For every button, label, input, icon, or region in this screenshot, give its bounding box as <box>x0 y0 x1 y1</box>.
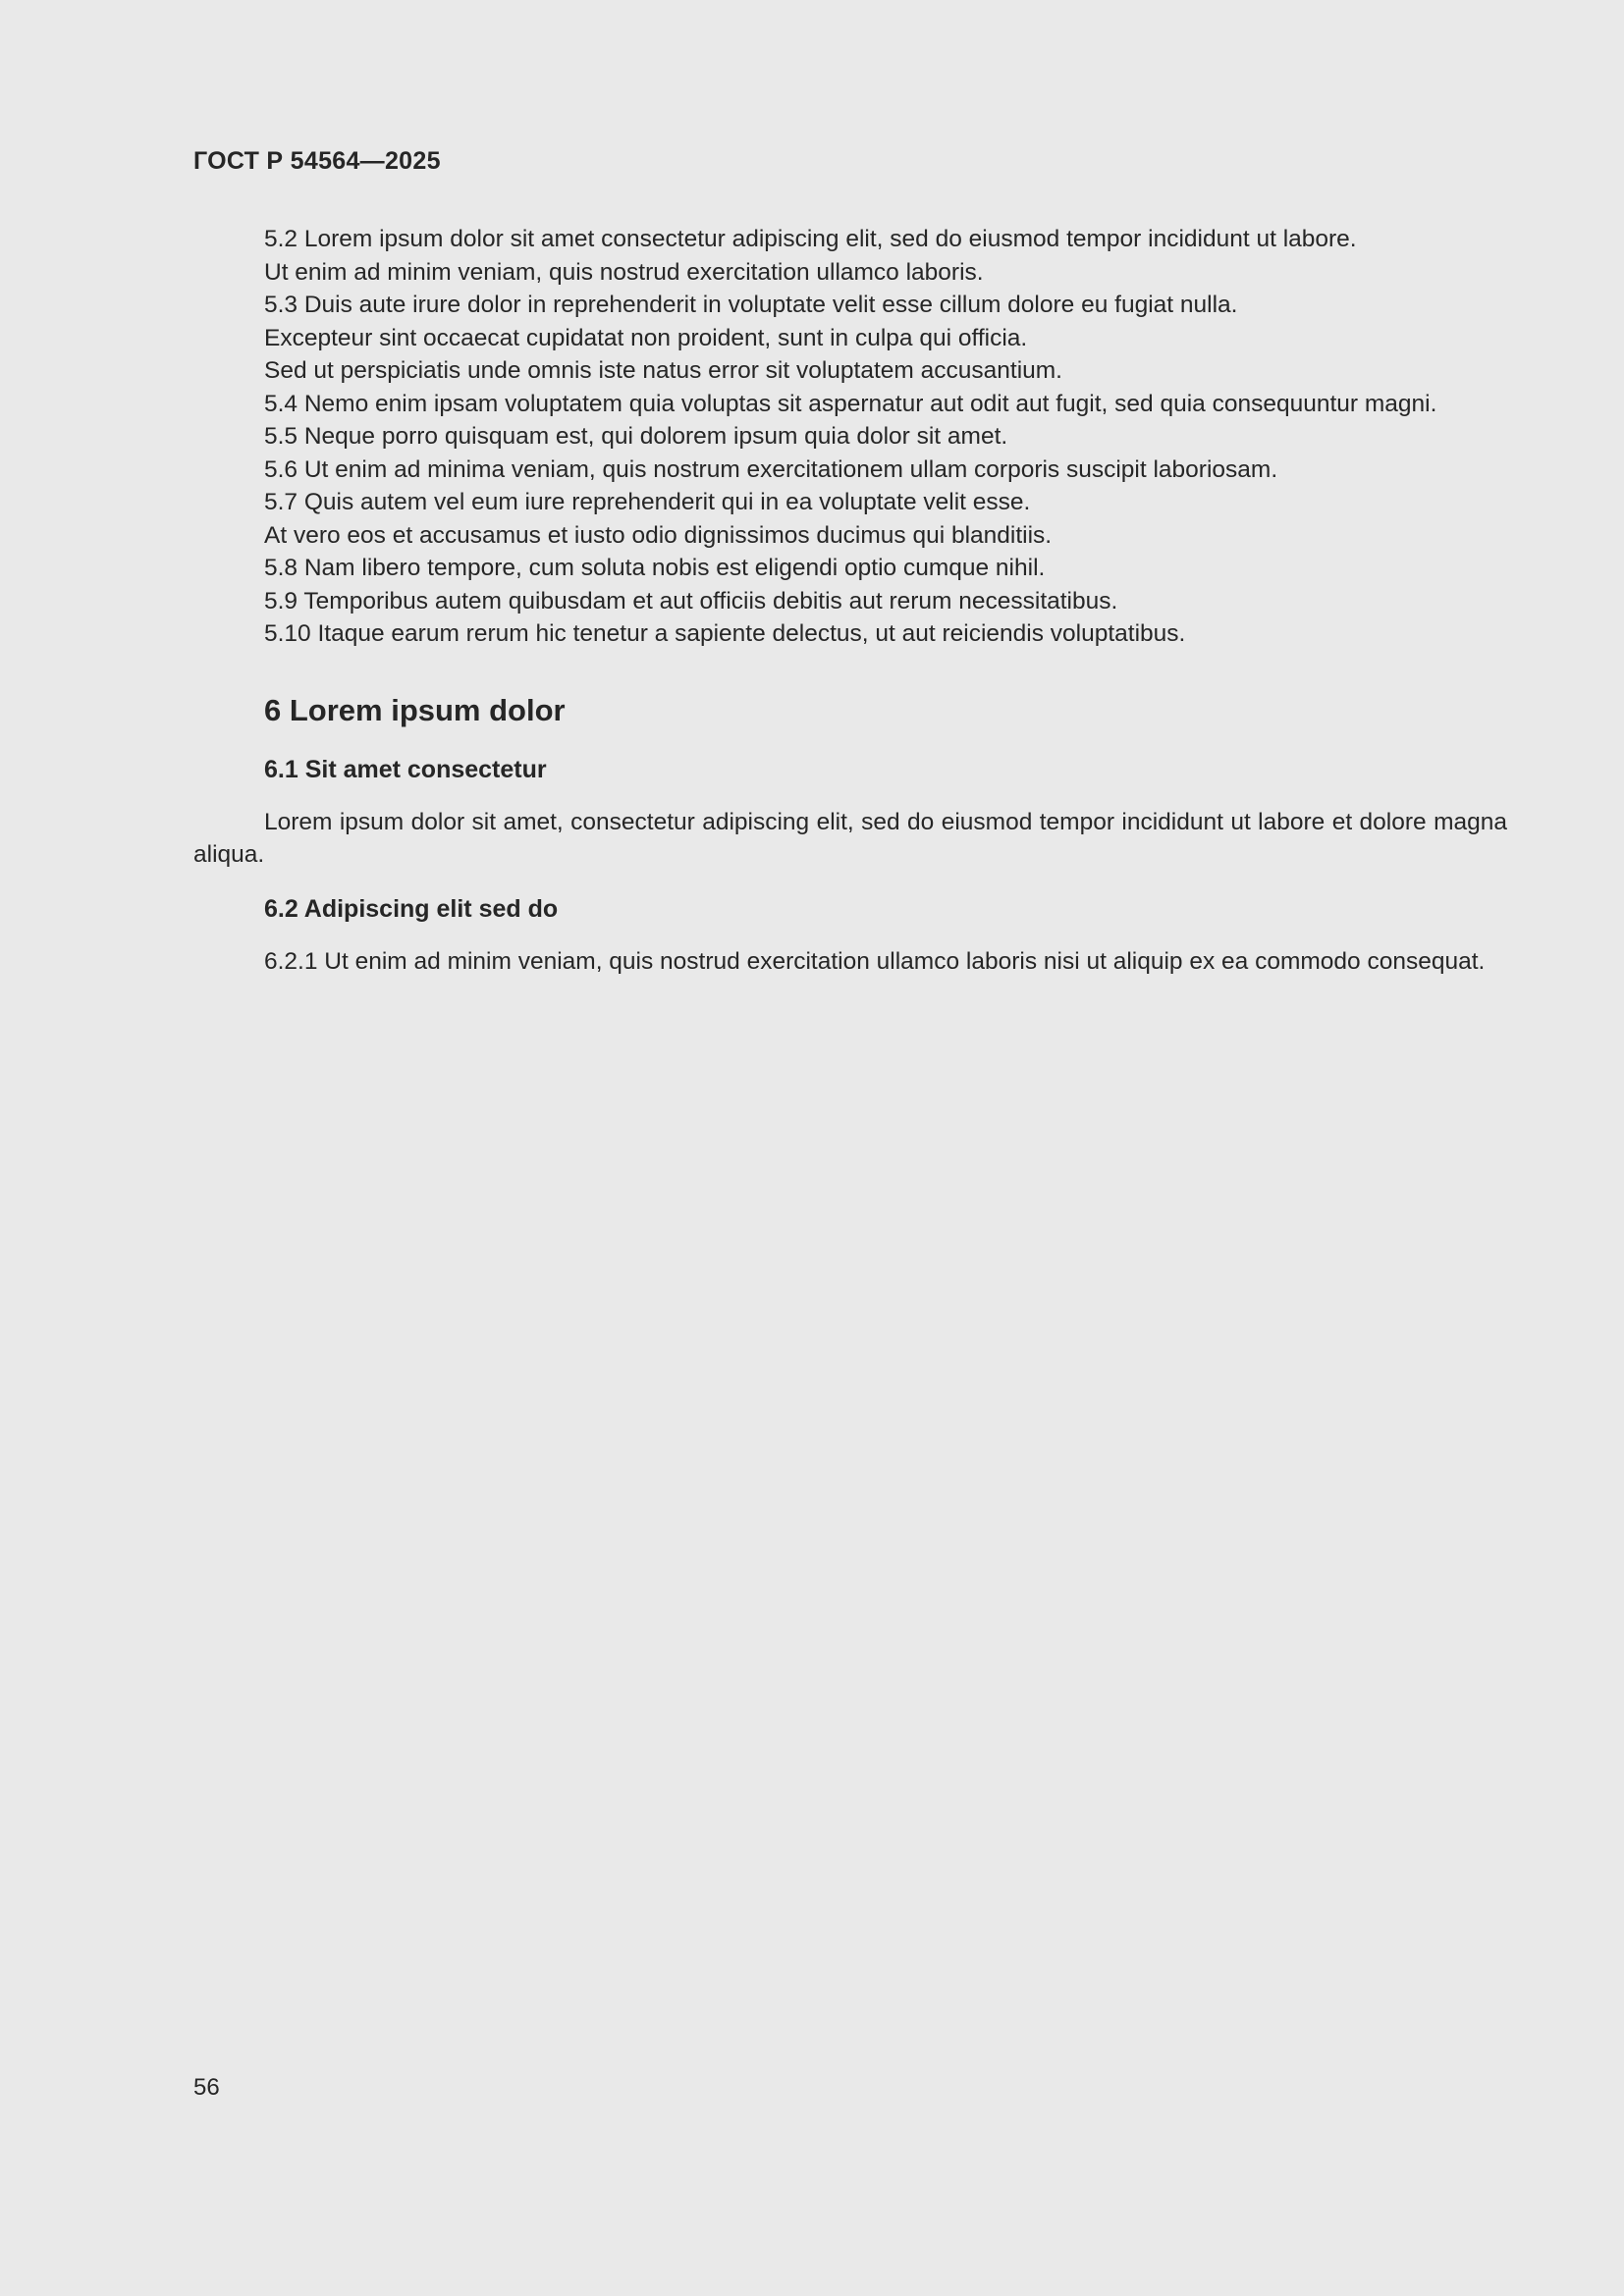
paragraph-5-7-mixed: At vero eos et accusamus et iusto odio dignissimos ducimus qui blanditiis. <box>264 521 1053 549</box>
paragraph-5-8: 5.8 Nam libero tempore, cum soluta nobis est eligendi optio cumque nihil. <box>264 555 1046 581</box>
paragraph-5-10: 5.10 Itaque earum rerum hic tenetur a sapiente delectus, ut aut reiciendis voluptatibus. <box>264 620 1186 647</box>
paragraph-5-6: 5.6 Ut enim ad minima veniam, quis nostrum exercitationem ullam corporis suscipit laboriosam. <box>264 455 1278 483</box>
paragraph-5-3-agreement: Sed ut perspiciatis unde omnis iste natus error sit voluptatem accusantium. <box>264 357 1062 384</box>
subsection-6-2-heading: 6.2 Adipiscing elit sed do <box>264 894 559 923</box>
paragraph-5-7: 5.7 Quis autem vel eum iure reprehenderit qui in ea voluptate velit esse. <box>264 489 1031 515</box>
paragraph-5-5: 5.5 Neque porro quisquam est, qui dolorem ipsum quia dolor sit amet. <box>264 423 1008 450</box>
document-header: ГОСТ Р 54564—2025 <box>193 147 441 175</box>
subsection-6-1-heading: 6.1 Sit amet consectetur <box>264 755 547 783</box>
section-6-heading: 6 Lorem ipsum dolor <box>264 692 566 727</box>
page-number: 56 <box>193 2074 220 2101</box>
paragraph-5-3-max-sizes: Excepteur sint occaecat cupidatat non proident, sunt in culpa qui officia. <box>264 324 1028 351</box>
paragraph-5-4: 5.4 Nemo enim ipsam voluptatem quia voluptas sit aspernatur aut odit aut fugit, sed quia consequuntur magni. <box>264 390 1437 417</box>
paragraph-6-1: Lorem ipsum dolor sit amet, consectetur adipiscing elit, sed do eiusmod tempor incididunt ut labore et dolore magna aliqua. <box>193 808 1507 868</box>
paragraph-5-3: 5.3 Duis aute irure dolor in reprehenderit in voluptate velit esse cillum dolore eu fugiat nulla. <box>264 292 1238 318</box>
paragraph-5-9: 5.9 Temporibus autem quibusdam et aut officiis debitis aut rerum necessitatibus. <box>264 587 1118 614</box>
paragraph-5-2-continued: Ut enim ad minim veniam, quis nostrud exercitation ullamco laboris. <box>264 258 984 286</box>
document-body <box>193 223 1507 978</box>
paragraph-6-2-1: 6.2.1 Ut enim ad minim veniam, quis nostrud exercitation ullamco laboris nisi ut aliquip ex ea commodo consequat. <box>264 947 1486 975</box>
paragraph-5-2: 5.2 Lorem ipsum dolor sit amet consectetur adipiscing elit, sed do eiusmod tempor incididunt ut labore. <box>264 226 1357 252</box>
